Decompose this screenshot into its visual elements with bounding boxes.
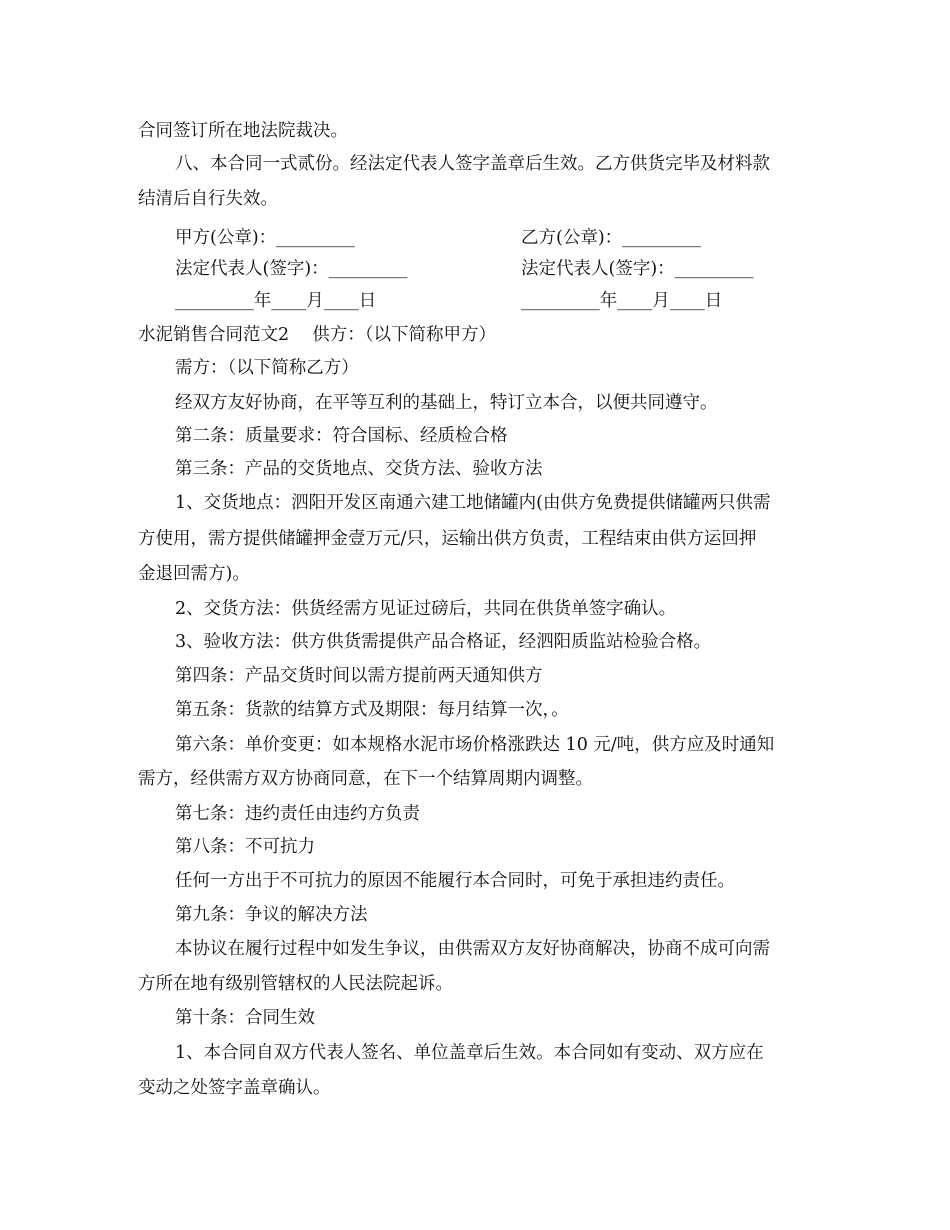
paragraph-line: 方所在地有级别管辖权的人民法院起诉。	[138, 974, 453, 994]
paragraph-line: 本协议在履行过程中如发生争议，由供需双方友好协商解决，协商不成可向需	[175, 939, 770, 959]
paragraph-line: 1、本合同自双方代表人签名、单位盖章后生效。本合同如有变动、双方应在	[175, 1043, 764, 1063]
clause-heading: 第四条：产品交货时间以需方提前两天通知供方	[175, 666, 543, 686]
clause-heading: 第九条：争议的解决方法	[175, 905, 368, 925]
party-a-seal: 甲方(公章)：_________	[175, 228, 355, 248]
section-title: 水泥销售合同范文2 供方：（以下简称甲方）	[138, 325, 496, 345]
paragraph-line: 1、交货地点：泗阳开发区南通六建工地储罐内(由供方免费提供储罐两只供需	[175, 493, 771, 513]
party-b-representative: 法定代表人(签字)：_________	[521, 259, 754, 279]
paragraph-line: 合同签订所在地法院裁决。	[138, 121, 348, 141]
clause-heading: 第三条：产品的交货地点、交货方法、验收方法	[175, 459, 543, 479]
paragraph-line: 方使用，需方提供储罐押金壹万元/只，运输出供方负责，工程结束由供方运回押	[138, 529, 757, 549]
paragraph-line: 3、验收方法：供方供货需提供产品合格证，经泗阳质监站检验合格。	[175, 632, 712, 652]
paragraph-line: 任何一方出于不可抗力的原因不能履行本合同时，可免于承担违约责任。	[175, 871, 735, 891]
clause-heading: 第六条：单价变更：如本规格水泥市场价格涨跌达 10 元/吨，供方应及时通知	[175, 735, 775, 755]
party-a-date: _________年____月____日	[175, 291, 377, 311]
clause-heading: 第十条：合同生效	[175, 1008, 315, 1028]
paragraph-line: 经双方友好协商，在平等互利的基础上，特订立本合，以便共同遵守。	[175, 393, 718, 413]
clause-heading: 第七条：违约责任由违约方负责	[175, 804, 420, 824]
paragraph-line: 结清后自行失效。	[138, 189, 278, 209]
paragraph-line: 金退回需方)。	[138, 564, 250, 584]
paragraph-line: 变动之处签字盖章确认。	[138, 1078, 331, 1098]
party-a-representative: 法定代表人(签字)：_________	[175, 259, 408, 279]
paragraph-line: 需方：（以下简称乙方）	[175, 358, 359, 378]
paragraph-line: 2、交货方法：供货经需方见证过磅后，共同在供货单签字确认。	[175, 599, 677, 619]
clause-heading: 第八条：不可抗力	[175, 837, 315, 857]
party-b-seal: 乙方(公章)：_________	[521, 228, 701, 248]
clause-heading: 第五条：货款的结算方式及期限：每月结算一次，。	[175, 700, 569, 720]
clause-eight: 八、本合同一式贰份。经法定代表人签字盖章后生效。乙方供货完毕及材料款	[175, 154, 770, 174]
clause-heading: 第二条：质量要求：符合国标、经质检合格	[175, 426, 508, 446]
party-b-date: _________年____月____日	[521, 291, 723, 311]
paragraph-line: 需方，经供需方双方协商同意，在下一个结算周期内调整。	[138, 769, 593, 789]
